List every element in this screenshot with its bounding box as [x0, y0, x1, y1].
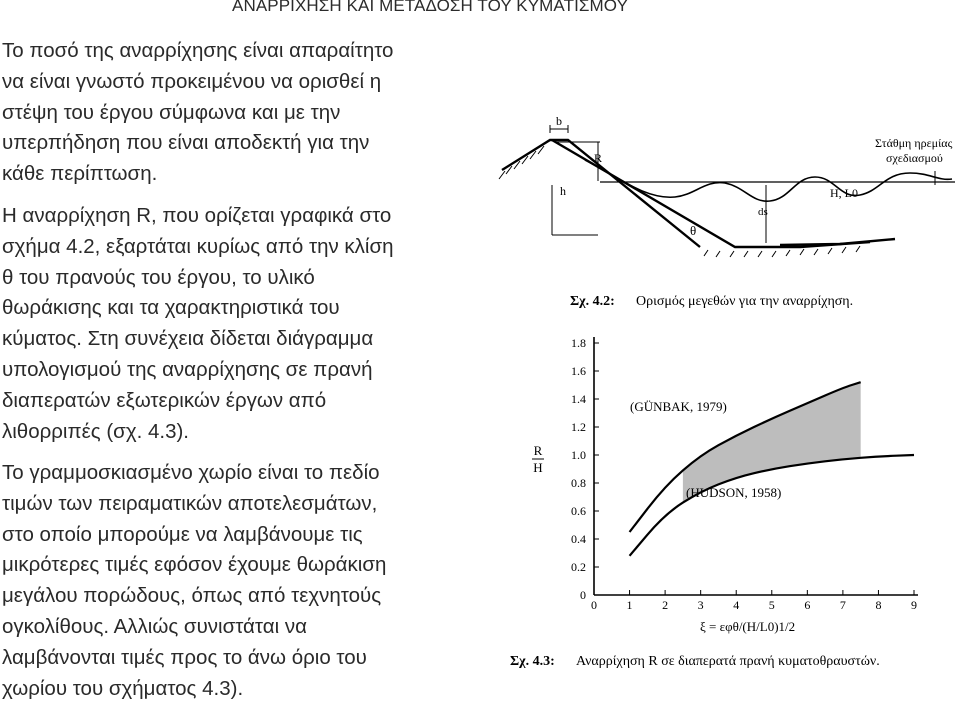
- x-tick-label: 3: [697, 598, 704, 612]
- y-tick-label: 0: [580, 588, 586, 602]
- x-tick-label: 7: [839, 598, 846, 612]
- label-wave-height-length: H, L0: [830, 186, 858, 200]
- y-tick-label: 1.8: [571, 336, 586, 350]
- x-tick-label: 1: [626, 598, 633, 612]
- wave-profile: [585, 160, 952, 201]
- label-R: R: [594, 151, 603, 165]
- y-tick-label: 1.6: [571, 364, 586, 378]
- series-line-hudson: [630, 455, 914, 556]
- label-theta: θ: [690, 223, 697, 238]
- page-title: ΑΝΑΡΡΙΧΗΣΗ ΚΑΙ ΜΕΤΑΔΟΣΗ ΤΟΥ ΚΥΜΑΤΙΣΜΟΥ: [232, 0, 629, 15]
- x-tick-label: 8: [875, 598, 882, 612]
- x-tick-label: 0: [591, 598, 597, 612]
- x-tick-label: 5: [768, 598, 775, 612]
- figure-4-2-caption: Ορισμός μεγεθών για την αναρρίχηση.: [636, 294, 854, 309]
- label-ds: ds: [758, 206, 768, 218]
- x-tick-label: 2: [662, 598, 669, 612]
- figure-4-3-caption: Αναρρίχηση R σε διαπερατά πρανή κυματοθραυστών.: [576, 654, 880, 669]
- y-tick-label: 0.8: [571, 476, 586, 490]
- y-tick-label: 1.4: [571, 392, 586, 406]
- swl-label-line2: σχεδιασμού: [886, 151, 943, 165]
- x-axis-label: ξ = εφθ/(H/L0)1/2: [700, 619, 796, 634]
- slope-hatching: [499, 146, 860, 257]
- paragraph-shaded-region: Το γραμμοσκιασμένο χωρίο είναι το πεδίο τιμών των πειραματικών αποτελεσμάτων, στο οποίο μπορούμε να λαμβάνουμε τις μικρότερες τιμές εφόσον έχουμε θωράκιση μεγάλου πορώδους, όπως από τεχνητούς ογκολίθους. Αλλιώς συνιστάται να λαμβάνονται τιμές προς το άνω όριο του χωρίου του σχήματος 4.3).: [2, 461, 387, 700]
- label-h: h: [560, 184, 566, 198]
- paragraph-purpose: Το ποσό της αναρρίχησης είναι απαραίτητο να είναι γνωστό προκειμένου να ορισθεί η στέψη του έργου σύμφωνα και με την υπερπήδηση που είναι αποδεκτή για την κάθε περίπτωση.: [2, 39, 394, 186]
- svg-text:R: R: [533, 443, 543, 458]
- y-tick-label: 0.2: [571, 560, 586, 574]
- page-header: [0, 0, 960, 20]
- legend-label-gunbak: (GÜNBAK, 1979): [630, 399, 727, 414]
- label-b: b: [556, 115, 562, 128]
- y-axis-label: [532, 443, 544, 475]
- svg-text:H: H: [533, 460, 543, 475]
- figure-4-3-runup-chart: [490, 325, 960, 675]
- paragraph-runup-definition: Η αναρρίχηση R, που ορίζεται γραφικά στο σχήμα 4.2, εξαρτάται κυρίως από την κλίση θ του πρανούς του έργου, το υλικό θωράκισης και τα χαρακτηριστικά του κύματος. Στη συνέχεια δίδεται διάγραμμα υπολογισμού της αναρρίχησης σε πρανή διαπερατών εξωτερικών έργων από λιθορριπές (σχ. 4.3).: [2, 204, 394, 443]
- figure-4-2-caption-prefix: Σχ. 4.2:: [570, 294, 615, 309]
- figure-4-3-caption-prefix: Σχ. 4.3:: [510, 654, 555, 669]
- x-tick-label: 9: [911, 598, 917, 612]
- swl-label-line1: Στάθμη ηρεμίας: [875, 136, 953, 150]
- figure-4-2-runup-sketch: [490, 115, 960, 320]
- legend-label-hudson: (HUDSON, 1958): [686, 485, 782, 500]
- x-tick-label: 4: [733, 598, 740, 612]
- y-tick-label: 0.4: [571, 532, 586, 546]
- y-tick-label: 1.2: [571, 420, 586, 434]
- x-tick-label: 6: [804, 598, 811, 612]
- y-tick-label: 1.0: [571, 448, 586, 462]
- y-tick-label: 0.6: [571, 504, 586, 518]
